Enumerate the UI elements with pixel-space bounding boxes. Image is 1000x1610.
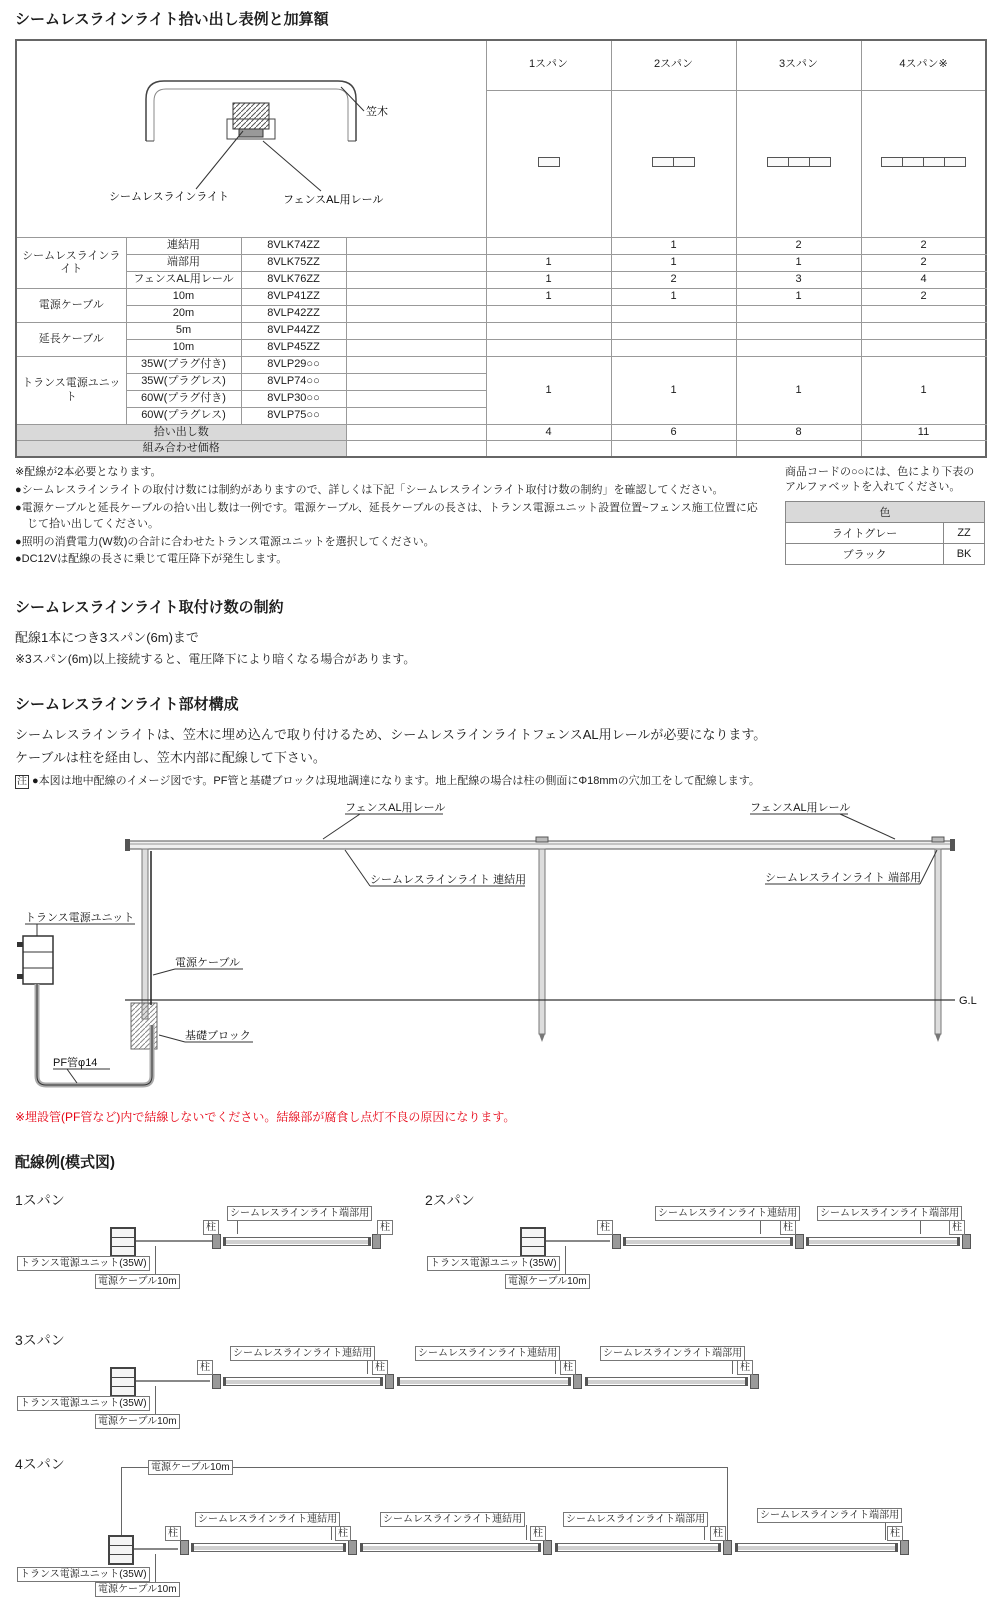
end-unit-label: シームレスラインライト端部用: [757, 1508, 902, 1523]
post-label: 柱: [203, 1220, 219, 1235]
connector-mark: [536, 837, 548, 842]
notes-and-colorbox: [15, 465, 985, 571]
gl-label: G.L: [959, 995, 977, 1008]
post-label: 柱: [530, 1526, 546, 1541]
cell-sub: 端部用: [126, 255, 241, 272]
light-bar: [585, 1377, 748, 1386]
cell-count: 1: [611, 255, 736, 272]
note-line: ●DC12Vは配線の長さに乗じて電圧降下が発生します。: [15, 553, 288, 566]
lightbar-icon-2span: [652, 157, 695, 167]
rail-base: [239, 129, 263, 137]
cell-count: 1: [611, 357, 736, 425]
post-label: 柱: [737, 1360, 753, 1375]
cell-price: [346, 357, 486, 374]
connector-callout: シームレスラインライト 連結用: [370, 874, 527, 887]
cell-code: 8VLK74ZZ: [241, 238, 346, 255]
rail-callout-left: フェンスAL用レール: [345, 802, 446, 815]
cell-group: トランス電源ユニット: [16, 357, 126, 425]
kasagi-label: 笠木: [366, 105, 389, 118]
cable-callout: 電源ケーブル: [175, 957, 241, 970]
cell-count: 2: [611, 272, 736, 289]
cable-label: 電源ケーブル10m: [95, 1274, 180, 1289]
leader-line: [704, 1525, 705, 1540]
post-icon: [212, 1234, 221, 1249]
post-tip: [935, 1034, 941, 1042]
leader-line: [885, 1521, 886, 1540]
composition-note: ●本図は地中配線のイメージ図です。PF管と基礎ブロックは現地調達になります。地上配線の場合は柱の側面にΦ18mmの穴加工をして配線します。: [32, 775, 760, 788]
end-unit-callout: シームレスラインライト 端部用: [765, 872, 922, 885]
cell-price: [346, 272, 486, 289]
cell-group: 延長ケーブル: [16, 323, 126, 357]
cell-code: 8VLP29○○: [241, 357, 346, 374]
cell-count: 1: [486, 289, 611, 306]
cell-count: 1: [736, 255, 861, 272]
cell-count: [861, 441, 986, 457]
post-label: 柱: [335, 1526, 351, 1541]
cell-count: [736, 323, 861, 340]
transformer-label: トランス電源ユニット(35W): [17, 1396, 150, 1411]
leader-line: [840, 814, 895, 839]
table-row: [786, 522, 985, 543]
cell-sub: 5m: [126, 323, 241, 340]
connector-label: シームレスラインライト連結用: [195, 1512, 340, 1527]
transformer-icon: [108, 1535, 134, 1565]
cell-code: 8VLP30○○: [241, 391, 346, 408]
pickup-total-3: 8: [736, 425, 861, 441]
post-icon: [573, 1374, 582, 1389]
lightbar-icon-4span: [881, 157, 966, 167]
burial-warning: ※埋設管(PF管など)内で結線しないでください。結線部が腐食し点灯不良の原因になります。: [15, 1110, 516, 1125]
cell-count: [736, 306, 861, 323]
light-unit-hatched: [233, 103, 269, 129]
table-row: [16, 238, 986, 255]
post-label: 柱: [372, 1360, 388, 1375]
span-header-3: 3スパン: [736, 40, 861, 90]
cell-code: 8VLK76ZZ: [241, 272, 346, 289]
post-label: 柱: [165, 1526, 181, 1541]
cell-code: 8VLP45ZZ: [241, 340, 346, 357]
cell-sub: 60W(プラグレス): [126, 408, 241, 425]
table-row: [16, 306, 986, 323]
leader-line: [155, 1386, 156, 1414]
table-notes: [15, 465, 760, 571]
light-bar: [555, 1543, 721, 1552]
post-label: 柱: [710, 1526, 726, 1541]
note-line: ●照明の消費電力(W数)の合計に合わせたトランス電源ユニットを選択してください。: [15, 535, 435, 548]
composition-body-2: ケーブルは柱を経由し、笠木内部に配線して下さい。: [15, 750, 326, 766]
cell-sub: 35W(プラグ付き): [126, 357, 241, 374]
leader-line: [367, 1359, 368, 1374]
post-label: 柱: [949, 1220, 965, 1235]
leader-line: [920, 850, 937, 884]
post-label: 柱: [197, 1360, 213, 1375]
post-icon: [750, 1374, 759, 1389]
cell-sub: 35W(プラグレス): [126, 374, 241, 391]
rail-callout-right: フェンスAL用レール: [750, 802, 851, 815]
cell-price: [346, 425, 486, 441]
cell-price: [346, 374, 486, 391]
fence-post: [935, 849, 941, 1034]
cell-count: [486, 441, 611, 457]
connector-label: シームレスラインライト連結用: [230, 1346, 375, 1361]
span-header-2: 2スパン: [611, 40, 736, 90]
transformer-label: トランス電源ユニット(35W): [427, 1256, 560, 1271]
foundation-callout: 基礎ブロック: [185, 1030, 251, 1043]
table-row: [16, 323, 986, 340]
schematic-1-title: 1スパン: [15, 1192, 65, 1209]
span-icon-cell: [611, 90, 736, 238]
pickup-total-1: 4: [486, 425, 611, 441]
cable-label: 電源ケーブル10m: [95, 1414, 180, 1429]
leader-line: [155, 1246, 156, 1274]
color-name: ブラック: [786, 543, 944, 564]
cell-count: [861, 306, 986, 323]
span-icon-cell: [861, 90, 986, 238]
cell-count: [861, 323, 986, 340]
transformer-callout: トランス電源ユニット: [25, 912, 135, 925]
post-icon: [900, 1540, 909, 1555]
schematic-2-title: 2スパン: [425, 1192, 475, 1209]
transformer-icon: [520, 1227, 546, 1257]
color-header: 色: [786, 501, 985, 522]
end-unit-label: シームレスラインライト端部用: [227, 1206, 372, 1221]
pf-pipe-callout: PF管φ14: [53, 1057, 98, 1070]
cell-count: [486, 306, 611, 323]
table-row: [16, 255, 986, 272]
end-unit-label: シームレスラインライト端部用: [600, 1346, 745, 1361]
transformer-icon: [110, 1367, 136, 1397]
note-mark-icon: 注: [17, 776, 27, 788]
rail-label: フェンスAL用レール: [283, 193, 384, 206]
combo-price-label: 組み合わせ価格: [16, 441, 346, 457]
cell-sub: 10m: [126, 340, 241, 357]
post-icon: [612, 1234, 621, 1249]
pickup-total-4: 11: [861, 425, 986, 441]
end-unit-label: シームレスラインライト端部用: [563, 1512, 708, 1527]
leader-line: [155, 1554, 156, 1582]
table-row: [786, 543, 985, 564]
cell-price: [346, 441, 486, 457]
pickup-total-2: 6: [611, 425, 736, 441]
span-header-4: 4スパン※: [861, 40, 986, 90]
post-icon: [795, 1234, 804, 1249]
cell-price: [346, 323, 486, 340]
cell-count: 2: [736, 238, 861, 255]
light-bar: [623, 1237, 793, 1246]
leader-line: [159, 1035, 185, 1042]
leader-line: [526, 1525, 527, 1540]
post-icon: [212, 1374, 221, 1389]
light-bar: [735, 1543, 898, 1552]
leader-line: [760, 1219, 761, 1234]
pickup-table: [15, 39, 987, 458]
cell-price: [346, 391, 486, 408]
cell-count: 1: [486, 272, 611, 289]
composition-heading: シームレスラインライト部材構成: [15, 696, 239, 714]
cable-line: [546, 1240, 610, 1242]
light-bar: [223, 1377, 383, 1386]
cell-group: シームレスラインライト: [16, 238, 126, 289]
transformer-label: トランス電源ユニット(35W): [17, 1256, 150, 1271]
coping-section-diagram: [21, 67, 481, 207]
post-icon: [962, 1234, 971, 1249]
leader-line: [323, 814, 360, 839]
leader-line: [920, 1219, 921, 1234]
constraint-body: 配線1本につき3スパン(6m)まで: [15, 630, 199, 646]
cell-sub: フェンスAL用レール: [126, 272, 241, 289]
leader-line: [237, 1219, 238, 1234]
leader-line: [732, 1359, 733, 1374]
color-code-table: [785, 501, 985, 565]
fence-diagram-svg: [15, 793, 985, 1093]
cell-count: [611, 441, 736, 457]
post-icon: [723, 1540, 732, 1555]
post-icon: [543, 1540, 552, 1555]
top-cable-line: [727, 1467, 728, 1543]
cell-count: [611, 306, 736, 323]
post-icon: [348, 1540, 357, 1555]
leader-line: [67, 1069, 77, 1083]
cell-count: 2: [861, 255, 986, 272]
wiring-schematics: [15, 1182, 985, 1600]
post-label: 柱: [780, 1220, 796, 1235]
cell-code: 8VLP74○○: [241, 374, 346, 391]
cell-code: 8VLP41ZZ: [241, 289, 346, 306]
schematic-3-title: 3スパン: [15, 1332, 65, 1349]
span-icon-cell: [486, 90, 611, 238]
cell-count: [486, 238, 611, 255]
cell-price: [346, 306, 486, 323]
cell-count: 2: [861, 289, 986, 306]
rail-end-cap: [125, 839, 130, 851]
cable-line: [134, 1548, 178, 1550]
cell-price: [346, 238, 486, 255]
post-label: 柱: [597, 1220, 613, 1235]
post-icon: [372, 1234, 381, 1249]
cell-count: 4: [861, 272, 986, 289]
connector-label: シームレスラインライト連結用: [415, 1346, 560, 1361]
cell-count: [486, 323, 611, 340]
fence-elevation-diagram: [15, 793, 985, 1098]
leader-line: [263, 141, 321, 191]
page-title: シームレスラインライト拾い出し表例と加算額: [15, 11, 329, 28]
coping-diagram-cell: [16, 40, 486, 238]
cell-count: [611, 340, 736, 357]
color-code-box: [785, 465, 985, 571]
span-header-1: 1スパン: [486, 40, 611, 90]
cell-code: 8VLP44ZZ: [241, 323, 346, 340]
leader-line: [555, 1359, 556, 1374]
cell-count: 2: [861, 238, 986, 255]
constraint-note: ※3スパン(6m)以上接続すると、電圧降下により暗くなる場合があります。: [15, 652, 416, 667]
cell-sub: 10m: [126, 289, 241, 306]
post-tip: [539, 1034, 545, 1042]
cell-count: 3: [736, 272, 861, 289]
table-row: [16, 357, 986, 374]
cell-sub: 連結用: [126, 238, 241, 255]
cable-line: [136, 1380, 210, 1382]
cell-sub: 20m: [126, 306, 241, 323]
cell-count: [736, 340, 861, 357]
table-row: [16, 272, 986, 289]
note-line: ●シームレスラインライトの取付け数には制約がありますので、詳しくは下記「シームレスラインライト取付け数の制約」を確認してください。: [15, 483, 724, 496]
leader-line: [565, 1246, 566, 1274]
cell-count: 1: [486, 357, 611, 425]
cell-count: [486, 340, 611, 357]
cell-count: [861, 340, 986, 357]
cable-line: [136, 1240, 214, 1242]
color-code: ZZ: [944, 522, 985, 543]
fence-post: [142, 849, 148, 1019]
lightbar-icon-1span: [538, 157, 560, 167]
color-code: BK: [944, 543, 985, 564]
leader-line: [331, 1525, 332, 1540]
cell-sub: 60W(プラグ付き): [126, 391, 241, 408]
post-label: 柱: [377, 1220, 393, 1235]
composition-note-line: [15, 772, 985, 789]
table-row: [16, 441, 986, 457]
cable-label: 電源ケーブル10m: [95, 1582, 180, 1597]
light-bar: [806, 1237, 960, 1246]
leader-line: [153, 969, 175, 975]
end-unit-label: シームレスラインライト端部用: [817, 1206, 962, 1221]
connector-label: シームレスラインライト連結用: [655, 1206, 800, 1221]
cell-count: 1: [611, 289, 736, 306]
cell-count: 1: [736, 289, 861, 306]
cell-count: [611, 323, 736, 340]
cell-count: 1: [736, 357, 861, 425]
connector-label: シームレスラインライト連結用: [380, 1512, 525, 1527]
cell-price: [346, 340, 486, 357]
transformer-label: トランス電源ユニット(35W): [17, 1567, 150, 1582]
note-line: ※配線が2本必要となります。: [15, 465, 162, 478]
fence-post: [539, 849, 545, 1034]
post-icon: [180, 1540, 189, 1555]
cell-count: 1: [861, 357, 986, 425]
note-line: ●電源ケーブルと延長ケーブルの拾い出し数は一例です。電源ケーブル、延長ケーブルの長さは、トランス電源ユニット設置位置~フェンス施工位置に応じて拾い出してください。: [15, 501, 758, 530]
cell-group: 電源ケーブル: [16, 289, 126, 323]
pickup-total-label: 拾い出し数: [16, 425, 346, 441]
end-unit-mark: [932, 837, 944, 842]
transformer-icon: [110, 1227, 136, 1257]
lightbar-icon-3span: [767, 157, 831, 167]
light-bar: [223, 1237, 371, 1246]
cable-label: 電源ケーブル10m: [505, 1274, 590, 1289]
schematic-4-title: 4スパン: [15, 1456, 65, 1473]
leader-line: [345, 850, 370, 886]
constraint-heading: シームレスラインライト取付け数の制約: [15, 599, 284, 617]
cell-code: 8VLK75ZZ: [241, 255, 346, 272]
table-row: [16, 289, 986, 306]
cell-price: [346, 289, 486, 306]
cell-count: [736, 441, 861, 457]
post-label: 柱: [560, 1360, 576, 1375]
cable-label: 電源ケーブル10m: [148, 1460, 233, 1475]
wiring-heading: 配線例(模式図): [15, 1154, 115, 1172]
color-name: ライトグレー: [786, 522, 944, 543]
light-bar: [191, 1543, 346, 1552]
cell-count: 1: [611, 238, 736, 255]
rail-end-cap: [950, 839, 955, 851]
composition-body-1: シームレスラインライトは、笠木に埋め込んで取り付けるため、シームレスラインライトフェンスAL用レールが必要になります。: [15, 727, 767, 743]
cell-price: [346, 408, 486, 425]
color-code-note: 商品コードの○○には、色により下表のアルファベットを入れてください。: [785, 465, 975, 494]
cell-count: 1: [486, 255, 611, 272]
post-label: 柱: [887, 1526, 903, 1541]
post-icon: [385, 1374, 394, 1389]
light-bar: [397, 1377, 571, 1386]
light-label: シームレスラインライト: [109, 190, 230, 203]
transformer-box: [23, 936, 53, 984]
cell-price: [346, 255, 486, 272]
span-icon-cell: [736, 90, 861, 238]
cell-code: 8VLP42ZZ: [241, 306, 346, 323]
top-cable-line: [121, 1467, 122, 1535]
light-bar: [360, 1543, 541, 1552]
table-row: [16, 425, 986, 441]
table-row: [16, 340, 986, 357]
cell-code: 8VLP75○○: [241, 408, 346, 425]
